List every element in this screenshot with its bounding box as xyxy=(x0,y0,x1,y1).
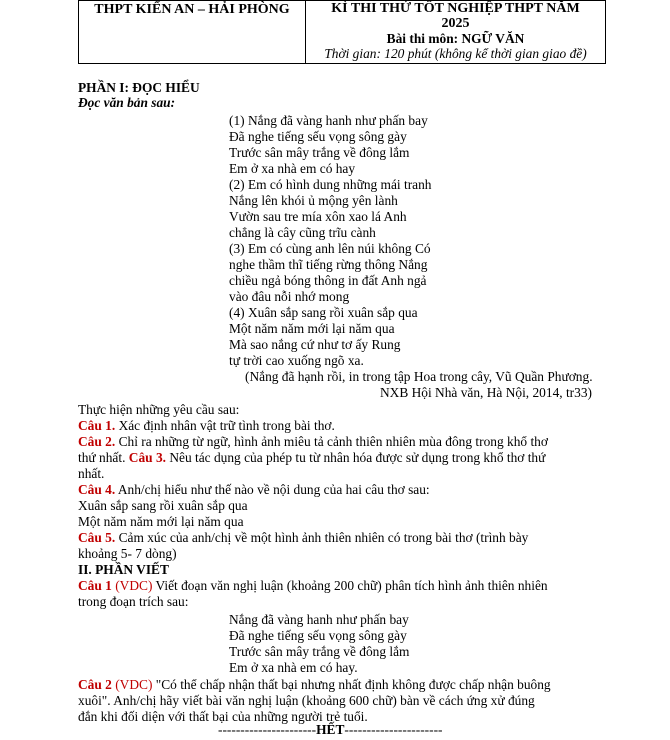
question-4-verse-1: Xuân sắp sang rồi xuân sắp qua xyxy=(78,498,248,513)
question-4-verse-2: Một năm năm mới lại năm qua xyxy=(78,514,244,529)
writing-1 xyxy=(78,578,548,594)
end-label: HẾT xyxy=(316,722,345,737)
poem-line: (1) Nắng đã vàng hanh như phấn bay xyxy=(229,113,428,128)
exam-time: Thời gian: 120 phút (không kể thời gian giao đề) xyxy=(324,46,587,61)
question-2-3-line xyxy=(78,450,545,466)
end-dashes-right: ---------------------- xyxy=(344,722,443,737)
excerpt-line: Đã nghe tiếng sếu vọng sông gày xyxy=(229,628,407,643)
part2-title: II. PHẦN VIẾT xyxy=(78,562,169,577)
writing-2 xyxy=(78,677,551,693)
poem-line: Trước sân mây trắng về đông lắm xyxy=(229,145,410,160)
poem-source-1: (Nắng đã hạnh rồi, in trong tập Hoa trong cây, Vũ Quần Phương. xyxy=(245,369,593,384)
poem-line: Em ở xa nhà em có hay xyxy=(229,161,356,176)
question-5-text-cont: khoảng 5- 7 dòng) xyxy=(78,546,177,561)
question-2-label: Câu 2. xyxy=(78,434,116,449)
poem-source-2: NXB Hội Nhà văn, Hà Nội, 2014, tr33) xyxy=(380,385,592,400)
question-1-text: Xác định nhân vật trữ tình trong bài thơ. xyxy=(115,418,335,433)
writing-2-text-cont-2: đắn khi đối diện với thất bại của những người trẻ tuổi. xyxy=(78,709,368,724)
writing-1-text: Viết đoạn văn nghị luận (khoảng 200 chữ) phân tích hình ảnh thiên nhiên xyxy=(152,578,548,593)
question-4-label: Câu 4. xyxy=(78,482,116,497)
question-2 xyxy=(78,434,548,450)
question-3-text-cont: nhất. xyxy=(78,466,105,481)
poem-line: vào đâu nỗi nhớ mong xyxy=(229,289,350,304)
question-4-text: Anh/chị hiểu như thế nào về nội dung của hai câu thơ sau: xyxy=(115,482,430,497)
school-name: THPT KIẾN AN – HẢI PHÒNG xyxy=(94,2,290,17)
poem-line: (3) Em có cùng anh lên núi không Có xyxy=(229,241,431,256)
poem-line: chẳng là cây cũng trĩu cành xyxy=(229,225,376,240)
poem-line: chiều ngả bóng thông in đất Anh ngả xyxy=(229,273,427,288)
exam-title-line-1: KÌ THI THỬ TỐT NGHIỆP THPT NĂM xyxy=(331,1,580,16)
end-dashes-left: ---------------------- xyxy=(218,722,317,737)
question-5-label: Câu 5. xyxy=(78,530,116,545)
exam-title-line-2: 2025 xyxy=(441,16,470,31)
question-2-text-cont: thứ nhất. xyxy=(78,450,129,465)
question-2-text: Chỉ ra những từ ngữ, hình ảnh miêu tả cảnh thiên nhiên mùa đông trong khổ thơ xyxy=(115,434,548,449)
writing-2-text: "Có thể chấp nhận thất bại nhưng nhất định không được chấp nhận buông xyxy=(152,677,551,692)
part1-title: PHẦN I: ĐỌC HIỂU xyxy=(78,80,200,95)
poem-line: Nắng lên khói ủ mộng yên lành xyxy=(229,193,398,208)
question-4 xyxy=(78,482,430,498)
excerpt-line: Trước sân mây trắng về đông lắm xyxy=(229,644,410,659)
writing-1-text-cont: trong đoạn trích sau: xyxy=(78,594,189,609)
writing-2-tag: (VDC) xyxy=(111,677,153,692)
school-cell xyxy=(79,1,306,64)
poem-line: (4) Xuân sắp sang rồi xuân sắp qua xyxy=(229,305,418,320)
writing-2-label: Câu 2 xyxy=(78,677,112,692)
exam-subject: Bài thi môn: NGỮ VĂN xyxy=(386,31,525,46)
poem-line: tự trời cao xuống ngõ xa. xyxy=(229,353,364,368)
question-1 xyxy=(78,418,335,434)
question-5 xyxy=(78,530,528,546)
poem-line: Mà sao nắng cứ như tơ ấy Rung xyxy=(229,337,401,352)
end-marker xyxy=(218,722,443,738)
requirements-intro: Thực hiện những yêu cầu sau: xyxy=(78,402,240,417)
question-5-text: Cảm xúc của anh/chị về một hình ảnh thiên nhiên có trong bài thơ (trình bày xyxy=(115,530,529,545)
poem-line: (2) Em có hình dung những mái tranh xyxy=(229,177,432,192)
question-3-text: Nêu tác dụng của phép tu từ nhân hóa được sử dụng trong khổ thơ thứ xyxy=(166,450,546,465)
poem-line: Đã nghe tiếng sếu vọng sông gày xyxy=(229,129,407,144)
excerpt-line: Em ở xa nhà em có hay. xyxy=(229,660,358,675)
poem-line: Một năm năm mới lại năm qua xyxy=(229,321,395,336)
poem-line: nghe thầm thĩ tiếng rừng thông Nắng xyxy=(229,257,428,272)
question-1-label: Câu 1. xyxy=(78,418,116,433)
part1-instruction: Đọc văn bản sau: xyxy=(78,95,176,110)
excerpt-line: Nắng đã vàng hanh như phấn bay xyxy=(229,612,409,627)
writing-1-label: Câu 1 xyxy=(78,578,112,593)
exam-header xyxy=(78,0,606,64)
poem-line: Vườn sau tre mía xôn xao lá Anh xyxy=(229,209,407,224)
writing-2-text-cont-1: xuôi". Anh/chị hãy viết bài văn nghị luận (khoảng 600 chữ) bàn về cách ứng xử đúng xyxy=(78,693,535,708)
exam-info-cell xyxy=(306,1,606,64)
question-3-label: Câu 3. xyxy=(128,450,166,465)
writing-1-tag: (VDC) xyxy=(111,578,153,593)
